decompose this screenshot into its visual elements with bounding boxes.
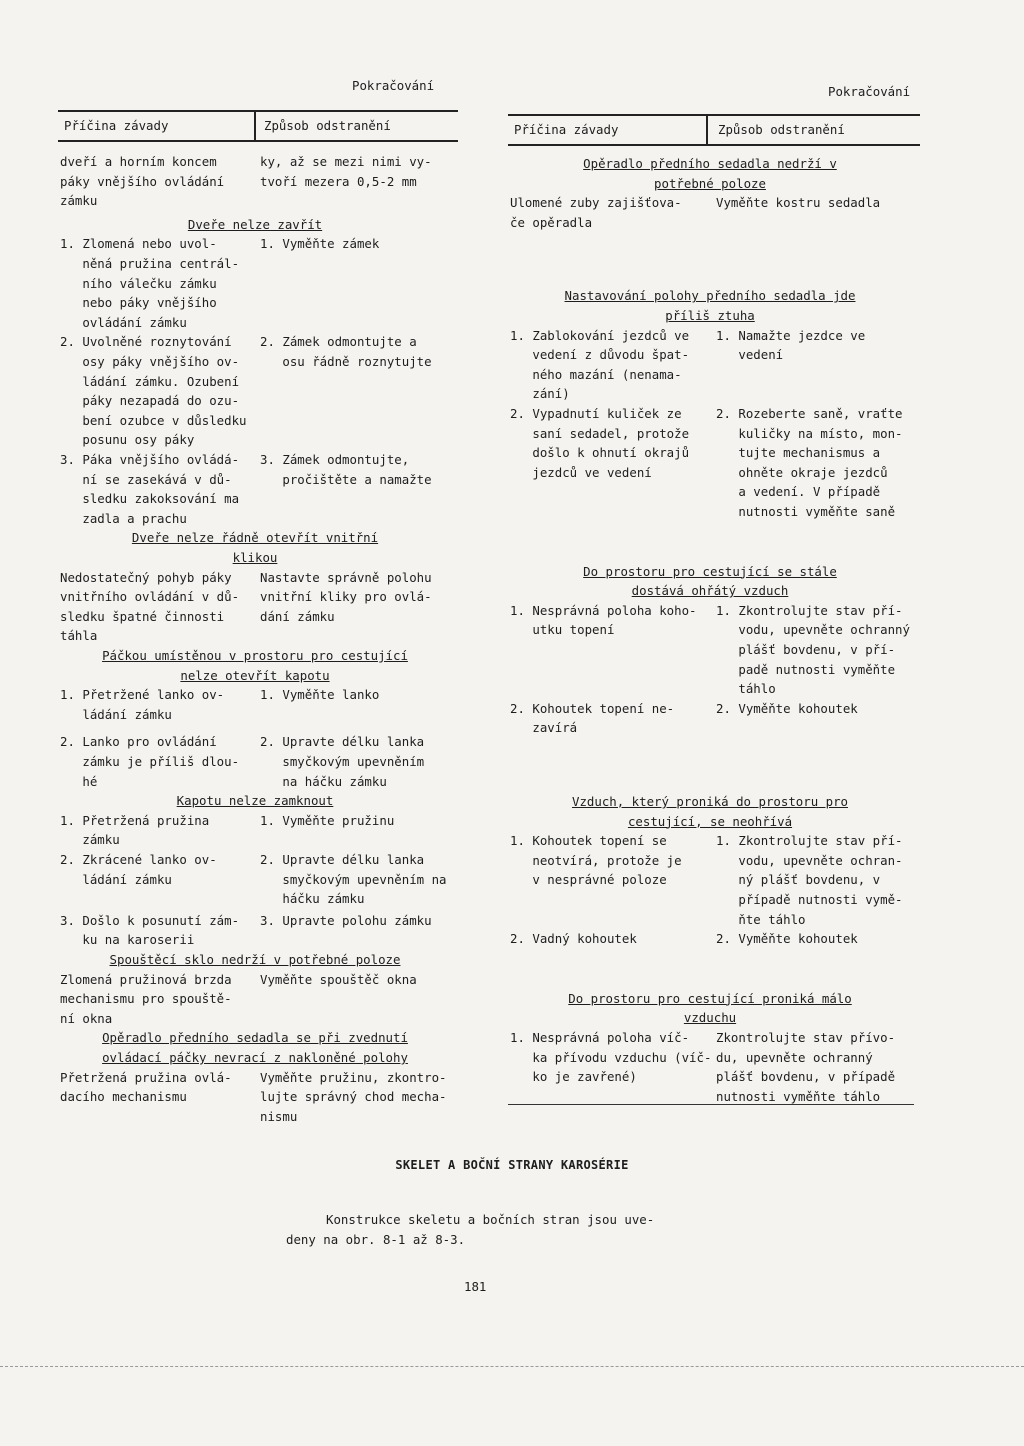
- remedy-text: nutnosti vyměňte táhlo: [716, 1088, 881, 1104]
- cause-text: sledku špatné činnosti: [60, 608, 225, 624]
- cause-text: zámku je příliš dlou-: [60, 754, 240, 769]
- section-heading: Vzduch, který proniká do prostoru pro: [571, 794, 848, 809]
- remedy-text: 1. Vyměňte zámek: [260, 236, 380, 252]
- remedy-text: 2. Upravte délku lanka: [260, 852, 425, 867]
- section-heading: Páčkou umístěnou v prostoru pro cestující: [102, 648, 408, 663]
- cause-text: Nedostatečný pohyb páky: [60, 569, 232, 585]
- continuation-label-left: Pokračování: [352, 78, 435, 93]
- section-heading: Dveře nelze řádně otevřít vnitřní: [131, 530, 379, 546]
- cause-text: zání): [510, 386, 570, 402]
- remedy-text: vedení: [716, 347, 784, 363]
- cause-text: ka přívodu vzduchu (víč-: [510, 1049, 712, 1065]
- header-cause: Příčina závady: [514, 122, 619, 137]
- remedy-text: 2. Rozeberte saně, vraťte: [716, 406, 903, 421]
- cause-text: 1. Zlomená nebo uvol-: [60, 236, 217, 252]
- remedy-text: Vyměňte spouštěč okna: [260, 971, 417, 987]
- cause-text: ládání zámku: [60, 871, 172, 887]
- remedy-text: plášť bovdenu, v pří-: [716, 642, 896, 657]
- cause-text: ního válečku zámku: [60, 275, 217, 291]
- cause-text: nebo páky vnějšího: [60, 295, 217, 311]
- remedy-text: vodu, upevněte ochranný: [716, 622, 910, 638]
- remedy-text: na háčku zámku: [260, 773, 387, 789]
- section-heading: Do prostoru pro cestující se stále: [583, 563, 837, 579]
- right-column-end-rule: [508, 1104, 914, 1105]
- cause-text: ného mazání (nenama-: [510, 366, 682, 382]
- remedy-text: 1. Vyměňte pružinu: [260, 812, 395, 828]
- remedy-text: pročištěte a namažte: [260, 471, 432, 487]
- remedy-text: případě nutnosti vymě-: [716, 892, 903, 907]
- section-heading: Kapotu nelze zamknout: [176, 793, 334, 809]
- scan-edge-line: [0, 1366, 1024, 1367]
- cause-text: dveří a horním koncem: [60, 154, 217, 169]
- cause-text: če opěradla: [510, 214, 593, 230]
- section-heading: příliš ztuha: [665, 308, 755, 323]
- cause-text: ládání zámku. Ozubení: [60, 373, 240, 389]
- cause-text: 2. Zkrácené lanko ov-: [60, 852, 217, 867]
- cause-text: hé: [60, 773, 98, 789]
- cause-text: 1. Přetržená pružina: [60, 812, 210, 828]
- page-number: 181: [464, 1279, 487, 1294]
- cause-text: saní sedadel, protože: [510, 425, 690, 441]
- remedy-text: ohněte okraje jezdců: [716, 464, 888, 480]
- remedy-text: 1. Vyměňte lanko: [260, 687, 380, 703]
- section-heading: Nastavování polohy předního sedadla jde: [564, 288, 856, 304]
- remedy-text: vnitřní kliky pro ovlá-: [260, 589, 432, 605]
- remedy-text: tujte mechanismus a: [716, 445, 881, 461]
- cause-text: ní se zasekává v dů-: [60, 471, 232, 487]
- section-heading: Do prostoru pro cestující proniká málo: [568, 990, 852, 1006]
- cause-text: Ulomené zuby zajišťova-: [510, 195, 682, 211]
- remedy-text: lujte správný chod mecha-: [260, 1089, 447, 1105]
- cause-text: zámku: [60, 193, 98, 209]
- remedy-text: vodu, upevněte ochran-: [716, 852, 903, 868]
- section-heading: ovládací páčky nevrací z nakloněné polohy: [102, 1050, 408, 1065]
- remedy-text: 2. Vyměňte kohoutek: [716, 700, 858, 716]
- section-heading: nelze otevřít kapotu: [180, 667, 330, 683]
- remedy-text: 1. Zkontrolujte stav pří-: [716, 602, 903, 618]
- section-heading: klikou: [232, 550, 278, 565]
- remedy-text: háčku zámku: [260, 891, 365, 907]
- section-heading: cestující, se neohřívá: [627, 813, 793, 829]
- remedy-text: Nastavte správně polohu: [260, 569, 432, 585]
- header-remedy: Způsob odstranění: [718, 122, 845, 137]
- cause-text: utku topení: [510, 622, 615, 638]
- cause-text: zadla a prachu: [60, 510, 187, 526]
- section-heading: potřebné poloze: [654, 175, 766, 191]
- cause-text: mechanismu pro spouště-: [60, 991, 232, 1007]
- header-remedy: Způsob odstranění: [264, 118, 391, 133]
- section-title: SKELET A BOČNÍ STRANY KAROSÉRIE: [395, 1158, 629, 1172]
- cause-text: ko je zavřené): [510, 1069, 637, 1085]
- remedy-text: kuličky na místo, mon-: [716, 425, 903, 441]
- remedy-text: 3. Upravte polohu zámku: [260, 912, 432, 928]
- remedy-text: 2. Upravte délku lanka: [260, 734, 425, 750]
- continuation-label-right: Pokračování: [828, 84, 911, 99]
- remedy-text: du, upevněte ochranný: [716, 1049, 873, 1065]
- section-heading: vzduchu: [683, 1010, 737, 1026]
- cause-text: sledku zakoksování ma: [60, 491, 240, 507]
- remedy-text: nutnosti vyměňte saně: [716, 504, 896, 519]
- remedy-text: plášť bovdenu, v případě: [716, 1069, 896, 1085]
- remedy-text: a vedení. V případě: [716, 484, 881, 500]
- cause-text: neotvírá, protože je: [510, 852, 682, 868]
- remedy-text: Vyměňte pružinu, zkontro-: [260, 1069, 447, 1085]
- remedy-text: ný plášť bovdenu, v: [716, 872, 881, 888]
- section-heading: Opěradlo předního sedadla nedrží v: [583, 156, 837, 171]
- remedy-text: smyčkovým upevněním na: [260, 871, 447, 887]
- header-divider: [254, 112, 256, 140]
- cause-text: ovládání zámku: [60, 314, 187, 330]
- cause-text: posunu osy páky: [60, 432, 195, 448]
- cause-text: bení ozubce v důsledku: [60, 412, 247, 428]
- cause-text: zámku: [60, 832, 120, 848]
- remedy-text: ňte táhlo: [716, 911, 806, 927]
- table-header-right: [508, 114, 920, 146]
- remedy-text: táhlo: [716, 681, 776, 697]
- remedy-text: dání zámku: [260, 608, 335, 624]
- footer-line-1: Konstrukce skeletu a bočních stran jsou uve-: [326, 1212, 655, 1227]
- remedy-text: 1. Zkontrolujte stav pří-: [716, 833, 903, 849]
- cause-text: 1. Zablokování jezdců ve: [510, 327, 690, 343]
- cause-text: ku na karoserii: [60, 932, 195, 948]
- cause-text: 1. Nesprávná poloha víč-: [510, 1030, 690, 1045]
- cause-text: páky vnějšího ovládání: [60, 173, 225, 189]
- cause-text: 1. Kohoutek topení se: [510, 833, 667, 849]
- cause-text: 2. Kohoutek topení ne-: [510, 700, 675, 716]
- table-header-left: [58, 110, 458, 142]
- cause-text: 2. Lanko pro ovládání: [60, 734, 217, 750]
- header-cause: Příčina závady: [64, 118, 169, 133]
- remedy-text: 2. Vyměňte kohoutek: [716, 931, 858, 947]
- remedy-text: osu řádně roznytujte: [260, 354, 432, 369]
- section-heading: dostává ohřátý vzduch: [631, 583, 789, 599]
- cause-text: Zlomená pružinová brzda: [60, 971, 232, 987]
- cause-text: vedení z důvodu špat-: [510, 347, 690, 363]
- remedy-text: Zkontrolujte stav přívo-: [716, 1030, 896, 1045]
- remedy-text: 2. Zámek odmontujte a: [260, 334, 417, 350]
- cause-text: ládání zámku: [60, 706, 172, 722]
- footer-line-2: deny na obr. 8-1 až 8-3.: [286, 1232, 466, 1247]
- section-heading: Opěradlo předního sedadla se při zvednutí: [102, 1030, 408, 1046]
- remedy-text: padě nutnosti vyměňte: [716, 661, 896, 677]
- cause-text: 3. Došlo k posunutí zám-: [60, 912, 240, 928]
- remedy-text: 3. Zámek odmontujte,: [260, 452, 410, 467]
- remedy-text: smyčkovým upevněním: [260, 754, 425, 769]
- cause-text: dacího mechanismu: [60, 1089, 187, 1105]
- cause-text: 2. Uvolněné roznytování: [60, 334, 232, 350]
- section-heading: Spouštěcí sklo nedrží v potřebné poloze: [109, 952, 401, 967]
- remedy-text: tvoří mezera 0,5-2 mm: [260, 173, 417, 189]
- cause-text: něná pružina centrál-: [60, 256, 240, 271]
- cause-text: 3. Páka vnějšího ovládá-: [60, 452, 240, 467]
- cause-text: došlo k ohnutí okrajů: [510, 445, 690, 461]
- cause-text: Přetržená pružina ovlá-: [60, 1069, 232, 1085]
- cause-text: ní okna: [60, 1010, 113, 1026]
- cause-text: jezdců ve vedení: [510, 464, 652, 480]
- section-heading: Dveře nelze zavřít: [187, 216, 323, 232]
- cause-text: v nesprávné poloze: [510, 872, 667, 888]
- cause-text: 2. Vadný kohoutek: [510, 931, 637, 947]
- cause-text: 2. Vypadnutí kuliček ze: [510, 406, 682, 421]
- cause-text: táhla: [60, 628, 98, 644]
- cause-text: zavírá: [510, 720, 578, 736]
- cause-text: 1. Nesprávná poloha koho-: [510, 602, 697, 618]
- remedy-text: Vyměňte kostru sedadla: [716, 195, 881, 211]
- cause-text: páky nezapadá do ozu-: [60, 393, 240, 409]
- remedy-text: 1. Namažte jezdce ve: [716, 327, 866, 343]
- cause-text: 1. Přetržené lanko ov-: [60, 687, 225, 703]
- remedy-text: ky, až se mezi nimi vy-: [260, 154, 432, 169]
- cause-text: vnitřního ovládání v dů-: [60, 589, 240, 605]
- cause-text: osy páky vnějšího ov-: [60, 354, 240, 369]
- header-divider: [706, 116, 708, 144]
- remedy-text: nismu: [260, 1108, 298, 1124]
